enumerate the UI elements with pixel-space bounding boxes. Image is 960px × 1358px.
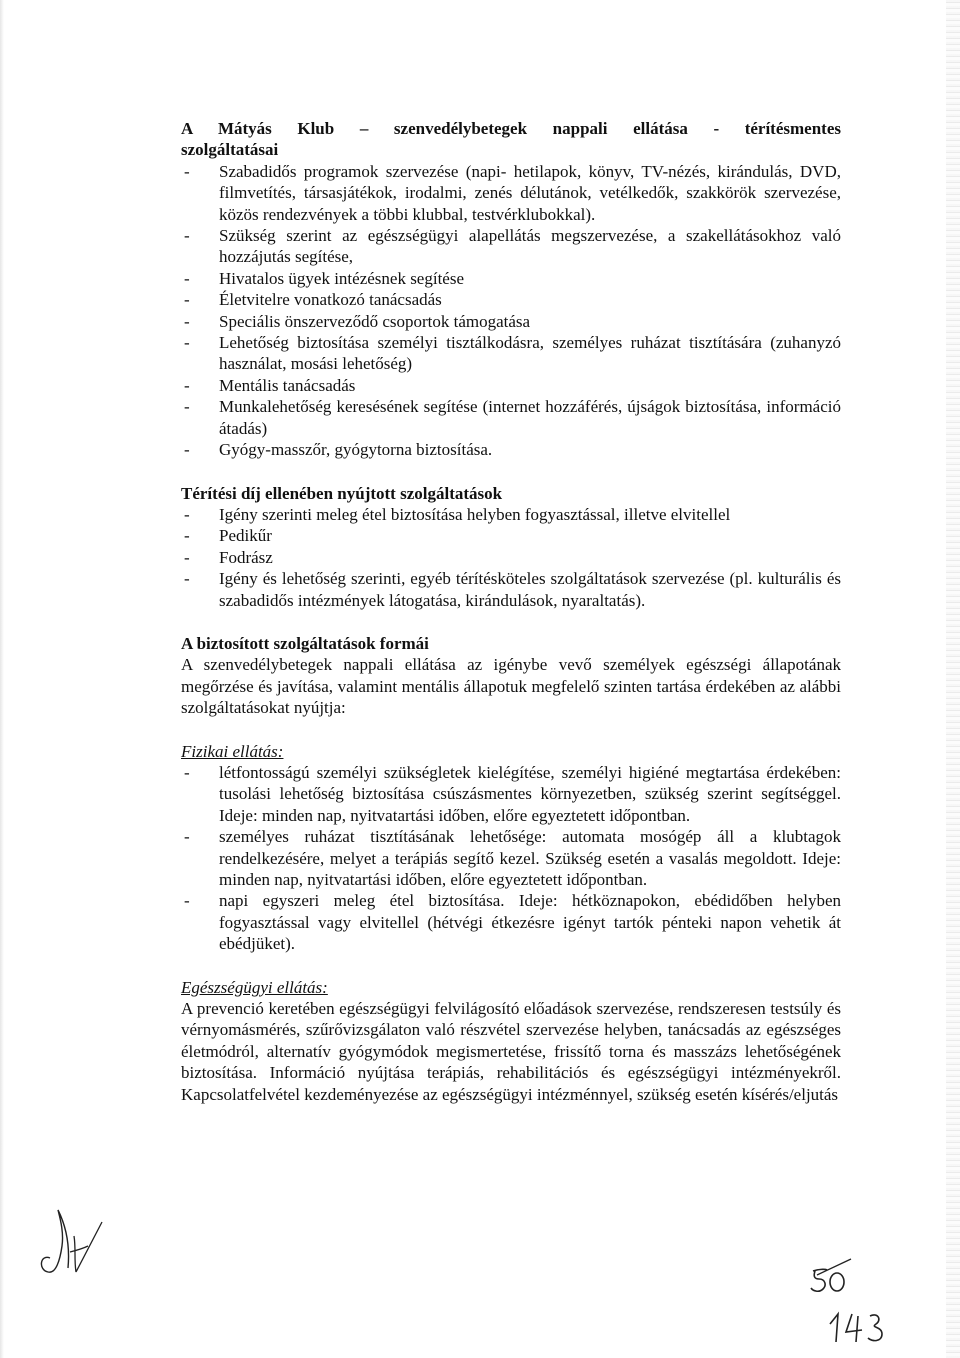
list-item: - Pedikűr [184, 526, 272, 546]
physical-care-heading: Fizikai ellátás: [181, 741, 284, 761]
list-item: - Szabadidős programok szervezése (napi- hetilapok, könyv, TV-nézés, kirándulás, DVD, filmvetítés, társasjátékok, irodalmi, zenés délutánok, vetélkedők, szakkörök szervezése, közös rendezvények a többi klubbal, testvérklubokkal). [184, 161, 841, 224]
scan-edge-right [946, 0, 960, 1358]
dash-bullet: - [184, 547, 190, 567]
list-item: - Speciális önszerveződő csoportok támogatása [184, 311, 531, 331]
dash-bullet: - [184, 397, 190, 417]
dash-bullet: - [184, 440, 190, 460]
list-item: - napi egyszeri meleg étel biztosítása. Ideje: hétköznapokon, ebédidőben helyben fogyasztással vagy elvitellel (hétvégi étkezésre igényt tartók pénteki napon vehetik át ebédjüket). [184, 891, 841, 954]
signature-mark [30, 1196, 130, 1280]
dash-bullet: - [184, 375, 190, 395]
dash-bullet: - [184, 762, 190, 782]
free-services-list [181, 161, 841, 461]
health-care-paragraph: A prevenció keretében egészségügyi felvilágosító előadások szervezése, rendszeresen testsúly és vérnyomásmérés, szűrővizsgálaton való részvétel szervezése helyben, tanácsadás az egészséges életmódról, alternatív gyógymódok megismertetése, frissítő torna és masszázs lehetőségének biztosítása. Információ nyújtása terápiás, rehabilitációs és egészségügyi intézményekről. Kapcsolatfelvétel kezdeményezése az egészségügyi intézménnyel, szükség esetén kísérés/eljutás [181, 999, 841, 1104]
list-item: - létfontosságú személyi szükségletek kielégítése, személyi higiéné megtartása érdekében: tusolási lehetőség biztosítása csúszásmentes környezetben, szükség szerint segítséggel. Ideje: minden nap, nyitvatartási időben, előre egyeztetett időpontban. [184, 762, 841, 825]
dash-bullet: - [184, 891, 190, 911]
dash-bullet: - [184, 526, 190, 546]
dash-bullet: - [184, 827, 190, 847]
document-title-line2: szolgáltatásai [181, 140, 279, 160]
list-item: - Mentális tanácsadás [184, 375, 356, 395]
list-item: - Munkalehetőség keresésének segítése (internet hozzáférés, újságok biztosítása, információ átadás) [184, 397, 841, 438]
dash-bullet: - [184, 290, 190, 310]
list-item: - Életvitelre vonatkozó tanácsadás [184, 290, 442, 310]
dash-bullet: - [184, 161, 190, 181]
list-item: - Igény szerinti meleg étel biztosítása helyben fogyasztással, illetve elvitellel [184, 504, 731, 524]
page-number-handwritten-149 [826, 1306, 906, 1348]
paid-services-list [181, 504, 841, 611]
scan-edge-left [0, 0, 4, 1358]
dash-bullet: - [184, 226, 190, 246]
list-item: - Igény és lehetőség szerinti, egyéb térítésköteles szolgáltatások szervezése (pl. kulturális és szabadidős intézmények látogatása, kirándulások, nyaraltatás). [184, 569, 841, 610]
dash-bullet: - [184, 504, 190, 524]
physical-care-list [181, 762, 841, 955]
list-item: - Lehetőség biztosítása személyi tisztálkodásra, személyes ruházat tisztítására (zuhanyzó használat, mosási lehetőség) [184, 333, 841, 374]
service-forms-heading: A biztosított szolgáltatások formái [181, 633, 429, 653]
dash-bullet: - [184, 333, 190, 353]
list-item: - Hivatalos ügyek intézésnek segítése [184, 268, 465, 288]
document-title-line1: A Mátyás Klub – szenvedélybetegek nappali ellátása - térítésmentes [181, 119, 841, 138]
page-number-handwritten [805, 1255, 855, 1295]
paid-services-heading: Térítési díj ellenében nyújtott szolgáltatások [181, 483, 503, 503]
health-care-heading: Egészségügyi ellátás: [181, 977, 328, 997]
dash-bullet: - [184, 569, 190, 589]
service-forms-paragraph: A szenvedélybetegek nappali ellátása az igénybe vevő személyek egészségi állapotának megőrzése és javítása, valamint mentális állapotuk megfelelő szinten tartása érdekében az alábbi szolgáltatásokat nyújtja: [181, 655, 841, 718]
list-item: - Fodrász [184, 547, 273, 567]
dash-bullet: - [184, 268, 190, 288]
list-item: - Szükség szerint az egészségügyi alapellátás megszervezése, a szakellátásokhoz való hozzájutás segítése, [184, 226, 841, 267]
document-body [181, 118, 841, 1105]
list-item: - személyes ruházat tisztításának lehetősége: automata mosógép áll a klubtagok rendelkezésére, melyet a terápiás segítő kezel. Szükség esetén a vasalás megoldott. Ideje: minden nap, nyitvatartási időben, előre egyeztetett időpontban. [184, 827, 841, 889]
list-item: - Gyógy-masszőr, gyógytorna biztosítása. [184, 440, 493, 460]
dash-bullet: - [184, 311, 190, 331]
